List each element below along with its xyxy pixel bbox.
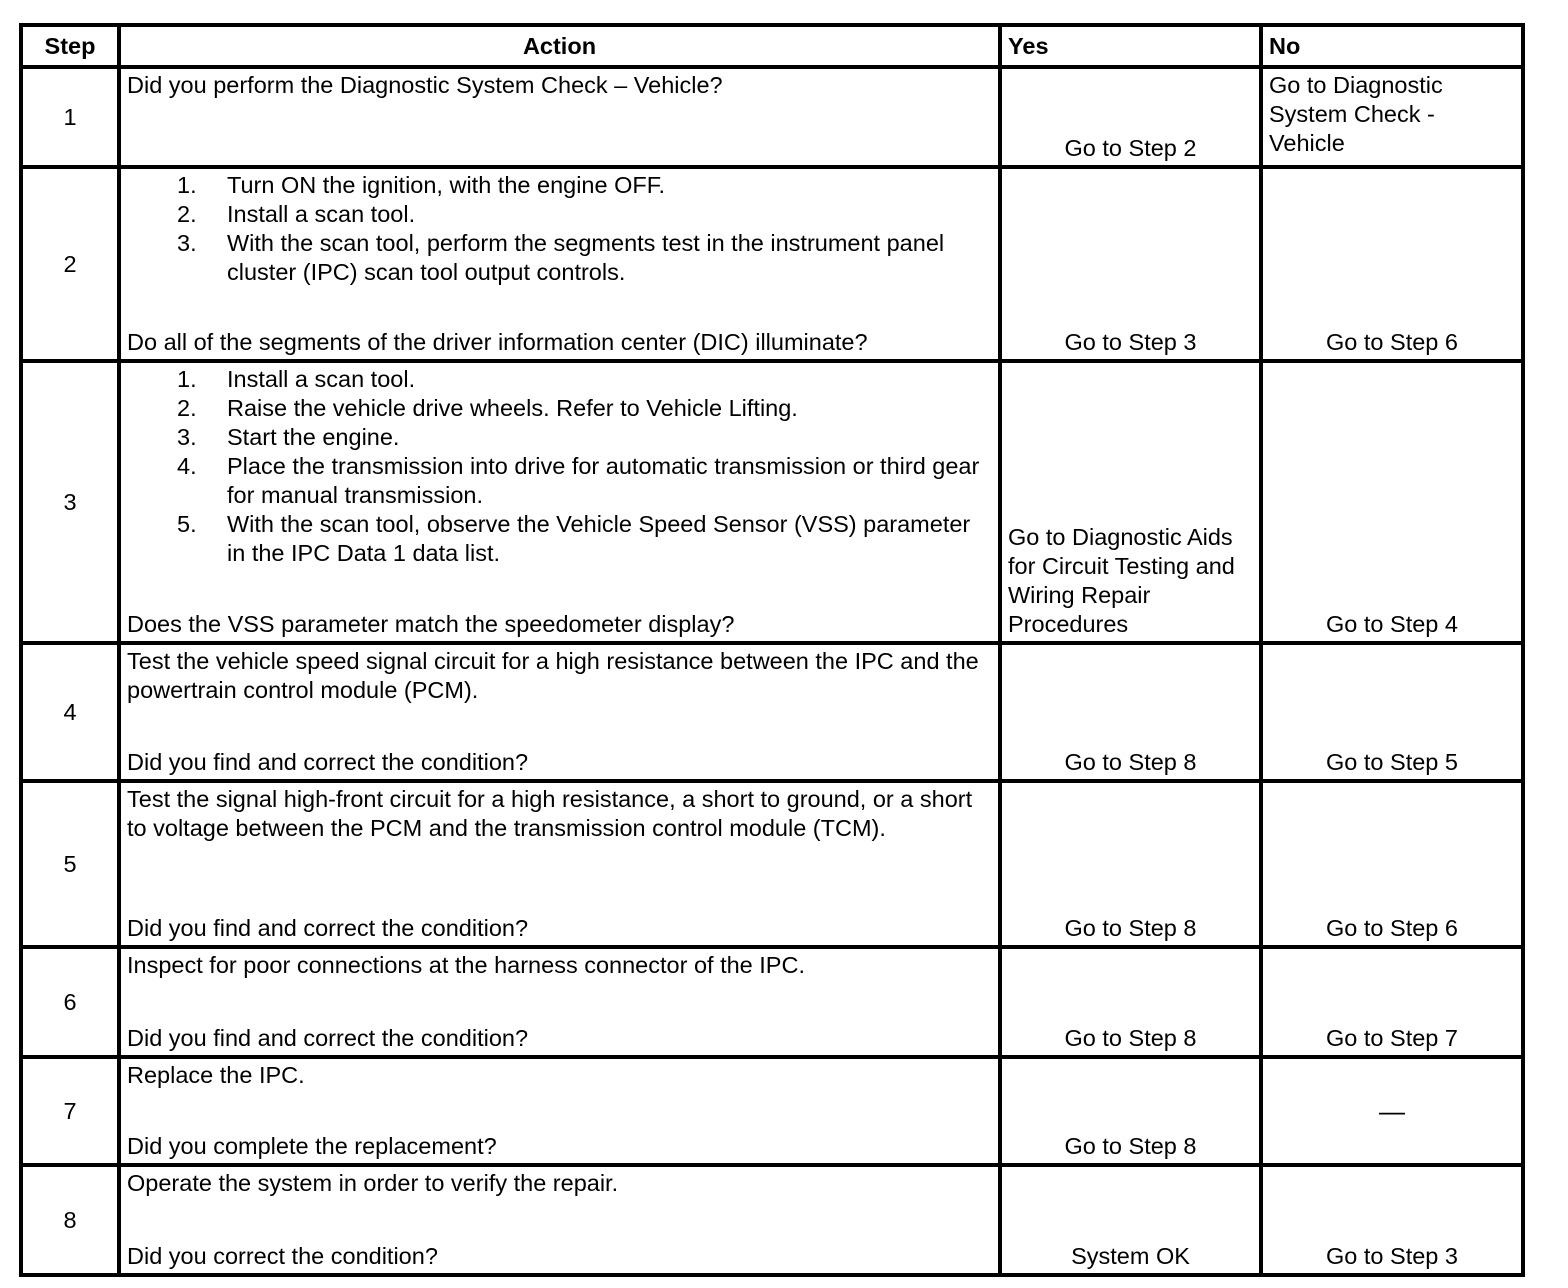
action-question: Did you find and correct the condition? [127,1025,529,1051]
header-yes: Yes [1000,25,1261,67]
instruction-list [127,171,992,287]
step-number: 1 [21,67,119,167]
step-number: 7 [21,1057,119,1165]
yes-cell: Go to Step 8 [1000,1057,1261,1165]
no-cell: Go to Diagnostic System Check - Vehicle [1261,67,1523,167]
header-step: Step [21,25,119,67]
action-cell [119,67,1000,167]
step-number: 4 [21,643,119,781]
table-row [21,1165,1523,1275]
header-row [21,25,1523,67]
no-cell: Go to Step 5 [1261,643,1523,781]
no-cell: — [1261,1057,1523,1165]
no-cell: Go to Step 6 [1261,167,1523,361]
table-row [21,361,1523,643]
action-text: Test the signal high-front circuit for a high resistance, a short to ground, or a short to voltage between the PCM and the transmission control module (TCM). [127,786,973,841]
action-cell [119,643,1000,781]
step-number: 2 [21,167,119,361]
list-item: 2. Raise the vehicle drive wheels. Refer to Vehicle Lifting. [177,395,798,421]
action-cell [119,947,1000,1057]
header-action: Action [119,25,1000,67]
yes-cell: Go to Step 8 [1000,643,1261,781]
action-cell [119,167,1000,361]
action-question: Did you complete the replacement? [127,1133,497,1159]
step-number: 6 [21,947,119,1057]
yes-cell: Go to Step 8 [1000,947,1261,1057]
instruction-list [127,365,992,568]
no-cell: Go to Step 6 [1261,781,1523,947]
header-no: No [1261,25,1523,67]
action-text: Operate the system in order to verify the repair. [127,1170,619,1196]
step-number: 8 [21,1165,119,1275]
action-question: Did you correct the condition? [127,1243,438,1269]
yes-cell: Go to Step 8 [1000,781,1261,947]
list-item: 3. Start the engine. [177,424,400,450]
action-question: Does the VSS parameter match the speedometer display? [127,611,735,637]
no-cell: Go to Step 4 [1261,361,1523,643]
table-row [21,781,1523,947]
step-number: 3 [21,361,119,643]
action-cell [119,361,1000,643]
action-text: Test the vehicle speed signal circuit for a high resistance between the IPC and the powertrain control module (PCM). [127,648,979,703]
action-cell [119,1165,1000,1275]
action-text: Inspect for poor connections at the harness connector of the IPC. [127,952,805,978]
no-cell: Go to Step 7 [1261,947,1523,1057]
no-cell: Go to Step 3 [1261,1165,1523,1275]
yes-cell: Go to Step 3 [1000,167,1261,361]
yes-cell: Go to Step 2 [1000,67,1261,167]
step-number: 5 [21,781,119,947]
list-item: 1. Install a scan tool. [177,366,416,392]
action-question: Do all of the segments of the driver information center (DIC) illuminate? [127,329,868,355]
action-question: Did you find and correct the condition? [127,915,529,941]
action-text: Replace the IPC. [127,1062,305,1088]
action-cell [119,781,1000,947]
table-row [21,1057,1523,1165]
action-text: Did you perform the Diagnostic System Check – Vehicle? [127,72,723,98]
action-question: Did you find and correct the condition? [127,749,529,775]
table-row [21,167,1523,361]
yes-cell: Go to Diagnostic Aids for Circuit Testing and Wiring Repair Procedures [1000,361,1261,643]
list-item: 3. With the scan tool, perform the segments test in the instrument panel cluster (IPC) scan tool output controls. [177,230,945,285]
diagnostic-table [19,23,1525,1277]
list-item: 1. Turn ON the ignition, with the engine OFF. [177,172,666,198]
table-row [21,67,1523,167]
table-row [21,643,1523,781]
list-item: 5. With the scan tool, observe the Vehicle Speed Sensor (VSS) parameter in the IPC Data 1 data list. [177,511,971,566]
list-item: 4. Place the transmission into drive for automatic transmission or third gear for manual transmission. [177,453,980,508]
action-cell [119,1057,1000,1165]
list-item: 2. Install a scan tool. [177,201,416,227]
table-row [21,947,1523,1057]
yes-cell: System OK [1000,1165,1261,1275]
